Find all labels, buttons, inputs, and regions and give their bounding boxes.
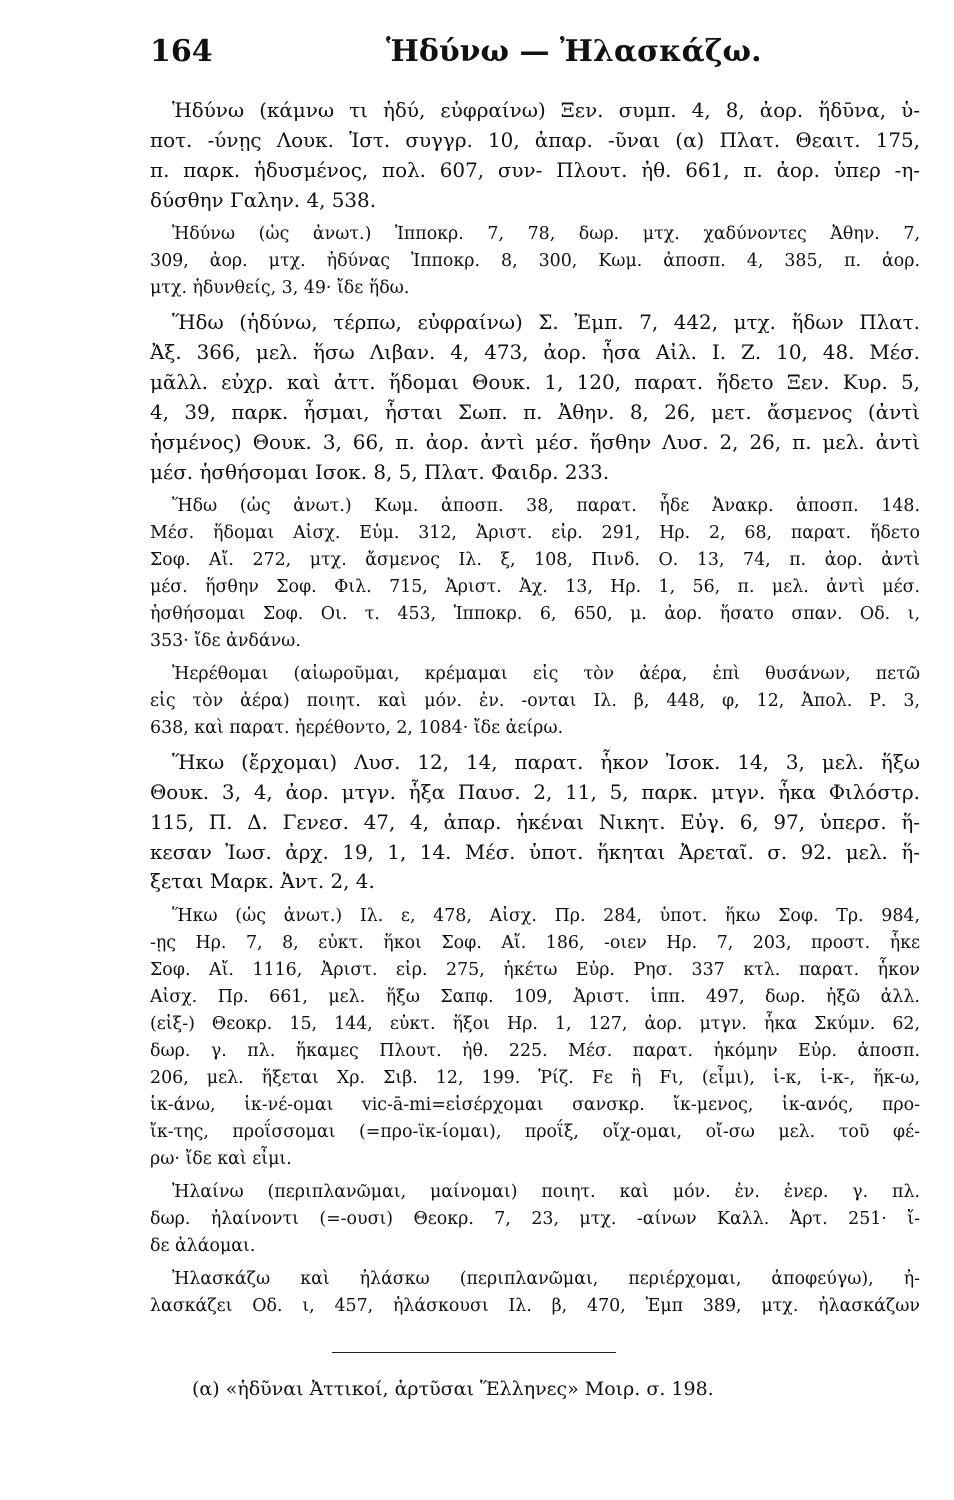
text-line: ἡσθήσομαι Σοφ. Οι. τ. 453, Ἱπποκρ. 6, 650, μ. ἀορ. ἥσατο σπαν. Οδ. ι, bbox=[150, 604, 920, 625]
text-line: Σοφ. Αἴ. 1116, Ἀριστ. εἰρ. 275, ἡκέτω Εὐρ. Ρησ. 337 κτλ. παρατ. ἧκον bbox=[150, 960, 920, 981]
text-line: π. παρκ. ἡδυσμένος, πολ. 607, συν- Πλουτ. ἠθ. 661, π. ἀορ. ὑπερ -η- bbox=[150, 158, 920, 182]
text-line: Θουκ. 3, 4, ἀορ. μτγν. ἧξα Παυσ. 2, 11, 5, παρκ. μτγν. ἧκα Φιλόστρ. bbox=[150, 780, 920, 804]
dictionary-body bbox=[150, 96, 920, 1326]
text-line: 309, ἀορ. μτχ. ἡδύνας Ἱπποκρ. 8, 300, Κωμ. ἀποσπ. 4, 385, π. ἀορ. bbox=[150, 251, 920, 272]
text-line: μέσ. ἥσθην Σοφ. Φιλ. 715, Ἀριστ. Ἀχ. 13, Ηρ. 1, 56, π. μελ. ἀντὶ μέσ. bbox=[150, 577, 920, 598]
text-line: ποτ. -ύνῃς Λουκ. Ἱστ. συγγρ. 10, ἀπαρ. -ῦναι (α) Πλατ. Θεαιτ. 175, bbox=[150, 128, 920, 152]
text-line: 115, Π. Δ. Γενεσ. 47, 4, ἀπαρ. ἡκέναι Νικητ. Εὐγ. 6, 97, ὑπερσ. ἥ- bbox=[150, 810, 920, 834]
entry-heko-poetic bbox=[150, 903, 920, 1173]
text-line: ξεται Μαρκ. Ἀντ. 2, 4. bbox=[150, 870, 375, 894]
text-line: δωρ. ἠλαίνοντι (=-ουσι) Θεοκρ. 7, 23, μτχ. -αίνων Καλλ. Ἀρτ. 251· ἴ- bbox=[150, 1208, 920, 1229]
text-line: Ἡδύνω (κάμνω τι ἡδύ, εὐφραίνω) Ξεν. συμπ. 4, 8, ἀορ. ἥδῡνα, ὑ- bbox=[172, 99, 920, 122]
entry-hedyno bbox=[150, 96, 920, 215]
text-line: Ἠλασκάζω καὶ ἠλάσκω (περιπλανῶμαι, περιέρχομαι, ἀποφεύγω), ἠ- bbox=[172, 1268, 920, 1289]
entry-hedo bbox=[150, 308, 920, 487]
text-line: εἰς τὸν ἀέρα) ποιητ. καὶ μόν. ἐν. -ονται Ιλ. β, 448, φ, 12, Ἀπολ. Ρ. 3, bbox=[150, 691, 920, 712]
text-line: Αἰσχ. Πρ. 661, μελ. ἥξω Σαπφ. 109, Ἀριστ. ἱππ. 497, δωρ. ἡξῶ ἀλλ. bbox=[150, 987, 920, 1008]
text-line: δωρ. γ. πλ. ἥκαμες Πλουτ. ἠθ. 225. Μέσ. παρατ. ἡκόμην Εὐρ. ἀποσπ. bbox=[150, 1041, 920, 1062]
footnote-rule bbox=[332, 1352, 616, 1353]
text-line: 206, μελ. ἥξεται Χρ. Σιβ. 12, 199. Ῥίζ. Fε ἢ Fι, (εἶμι), ἱ-κ, ἱ-κ-, ἥκ-ω, bbox=[150, 1068, 920, 1089]
text-line: Ἀξ. 366, μελ. ἥσω Λιβαν. 4, 473, ἀορ. ἧσα Αἰλ. Ι. Ζ. 10, 48. Μέσ. bbox=[150, 341, 920, 365]
text-line: ἴκ-της, προΐσσομαι (=προ-ϊκ-ίομαι), προΐξ, οἴχ-ομαι, οἴ-σω μελ. τοῦ φέ- bbox=[150, 1122, 920, 1143]
text-line: Ἡδύνω (ὡς ἀνωτ.) Ἱπποκρ. 7, 78, δωρ. μτχ. χαδύνοντες Ἀθην. 7, bbox=[172, 224, 920, 245]
running-head bbox=[150, 34, 920, 86]
text-line: δύσθην Γαλην. 4, 538. bbox=[150, 188, 377, 212]
entry-elaino bbox=[150, 1179, 920, 1260]
text-line: (εἰξ-) Θεοκρ. 15, 144, εὐκτ. ἥξοι Ηρ. 1, 127, ἀορ. μτγν. ἧκα Σκύμν. 62, bbox=[150, 1014, 920, 1035]
text-line: Ἠλαίνω (περιπλανῶμαι, μαίνομαι) ποιητ. καὶ μόν. ἐν. ἐνερ. γ. πλ. bbox=[172, 1181, 920, 1202]
text-line: ρω· ἴδε καὶ εἶμι. bbox=[150, 1149, 292, 1169]
footnote: (α) «ἡδῦναι Ἀττικοί, ἀρτῦσαι Ἕλληνες» Μοιρ. σ. 198. bbox=[192, 1378, 714, 1400]
text-line: μτχ. ἡδυνθείς, 3, 49· ἴδε ἥδω. bbox=[150, 278, 410, 299]
text-line: κεσαν Ἰωσ. ἀρχ. 19, 1, 14. Μέσ. ὑποτ. ἥκηται Ἀρεταῖ. σ. 92. μελ. ἥ- bbox=[150, 840, 920, 864]
text-line: 4, 39, παρκ. ἧσμαι, ἧσται Σωπ. π. Ἀθην. 8, 26, μετ. ἄσμενος (ἀντὶ bbox=[150, 400, 920, 424]
text-line: Ἥδω (ἡδύνω, τέρπω, εὐφραίνω) Σ. Ἐμπ. 7, 442, μτχ. ἥδων Πλατ. bbox=[172, 311, 920, 335]
text-line: Ἠερέθομαι (αἰωροῦμαι, κρέμαμαι εἰς τὸν ἀέρα, ἐπὶ θυσάνων, πετῶ bbox=[172, 664, 920, 685]
page-number: 164 bbox=[150, 34, 213, 69]
text-line: 353· ἴδε ἀνδάνω. bbox=[150, 631, 301, 652]
text-line: ἡσμένος) Θουκ. 3, 66, π. ἀορ. ἀντὶ μέσ. ἥσθην Λυσ. 2, 26, π. μελ. ἀντὶ bbox=[150, 430, 920, 454]
entry-hedyno-poetic bbox=[150, 221, 920, 302]
entry-hedo-poetic bbox=[150, 493, 920, 655]
text-line: Ἥκω (ὡς ἀνωτ.) Ιλ. ε, 478, Αἰσχ. Πρ. 284, ὑποτ. ἥκω Σοφ. Τρ. 984, bbox=[172, 906, 920, 927]
entry-heko bbox=[150, 748, 920, 897]
text-line: λασκάζει Οδ. ι, 457, ἠλάσκουσι Ιλ. β, 470, Ἐμπ 389, μτχ. ἠλασκάζων bbox=[150, 1295, 920, 1316]
text-line: μέσ. ἡσθήσομαι Ισοκ. 8, 5, Πλατ. Φαιδρ. 233. bbox=[150, 460, 610, 484]
text-line: Ἥδω (ὡς ἀνωτ.) Κωμ. ἀποσπ. 38, παρατ. ἧδε Ἀνακρ. ἀποσπ. 148. bbox=[172, 496, 920, 517]
text-line: Ἥκω (ἔρχομαι) Λυσ. 12, 14, παρατ. ἧκον Ἰσοκ. 14, 3, μελ. ἥξω bbox=[172, 751, 920, 775]
text-line: 638, καὶ παρατ. ἠερέθοντο, 2, 1084· ἴδε ἀείρω. bbox=[150, 718, 564, 739]
text-line: -ῃς Ηρ. 7, 8, εὐκτ. ἥκοι Σοφ. Αἴ. 186, -οιεν Ηρ. 7, 203, προστ. ἧκε bbox=[150, 933, 920, 954]
text-line: ἱκ-άνω, ἱκ-νέ-ομαι vic-ā-mi=εἰσέρχομαι σανσκρ. ἴκ-μενος, ἰκ-ανός, προ- bbox=[150, 1095, 920, 1116]
text-line: δε ἀλάομαι. bbox=[150, 1235, 256, 1256]
text-line: μᾶλλ. εὐχρ. καὶ ἀττ. ἥδομαι Θουκ. 1, 120, παρατ. ἥδετο Ξεν. Κυρ. 5, bbox=[150, 370, 920, 394]
entry-elaskazo bbox=[150, 1266, 920, 1320]
text-line: Μέσ. ἥδομαι Αἰσχ. Εὐμ. 312, Ἀριστ. εἰρ. 291, Ηρ. 2, 68, παρατ. ἥδετο bbox=[150, 523, 920, 544]
page-title: Ἡδύνω — Ἠλασκάζω. bbox=[386, 34, 762, 69]
text-line: Σοφ. Αἴ. 272, μτχ. ἄσμενος Ιλ. ξ, 108, Πινδ. Ο. 13, 74, π. ἀορ. ἀντὶ bbox=[150, 550, 920, 571]
entry-eerethomai bbox=[150, 661, 920, 742]
